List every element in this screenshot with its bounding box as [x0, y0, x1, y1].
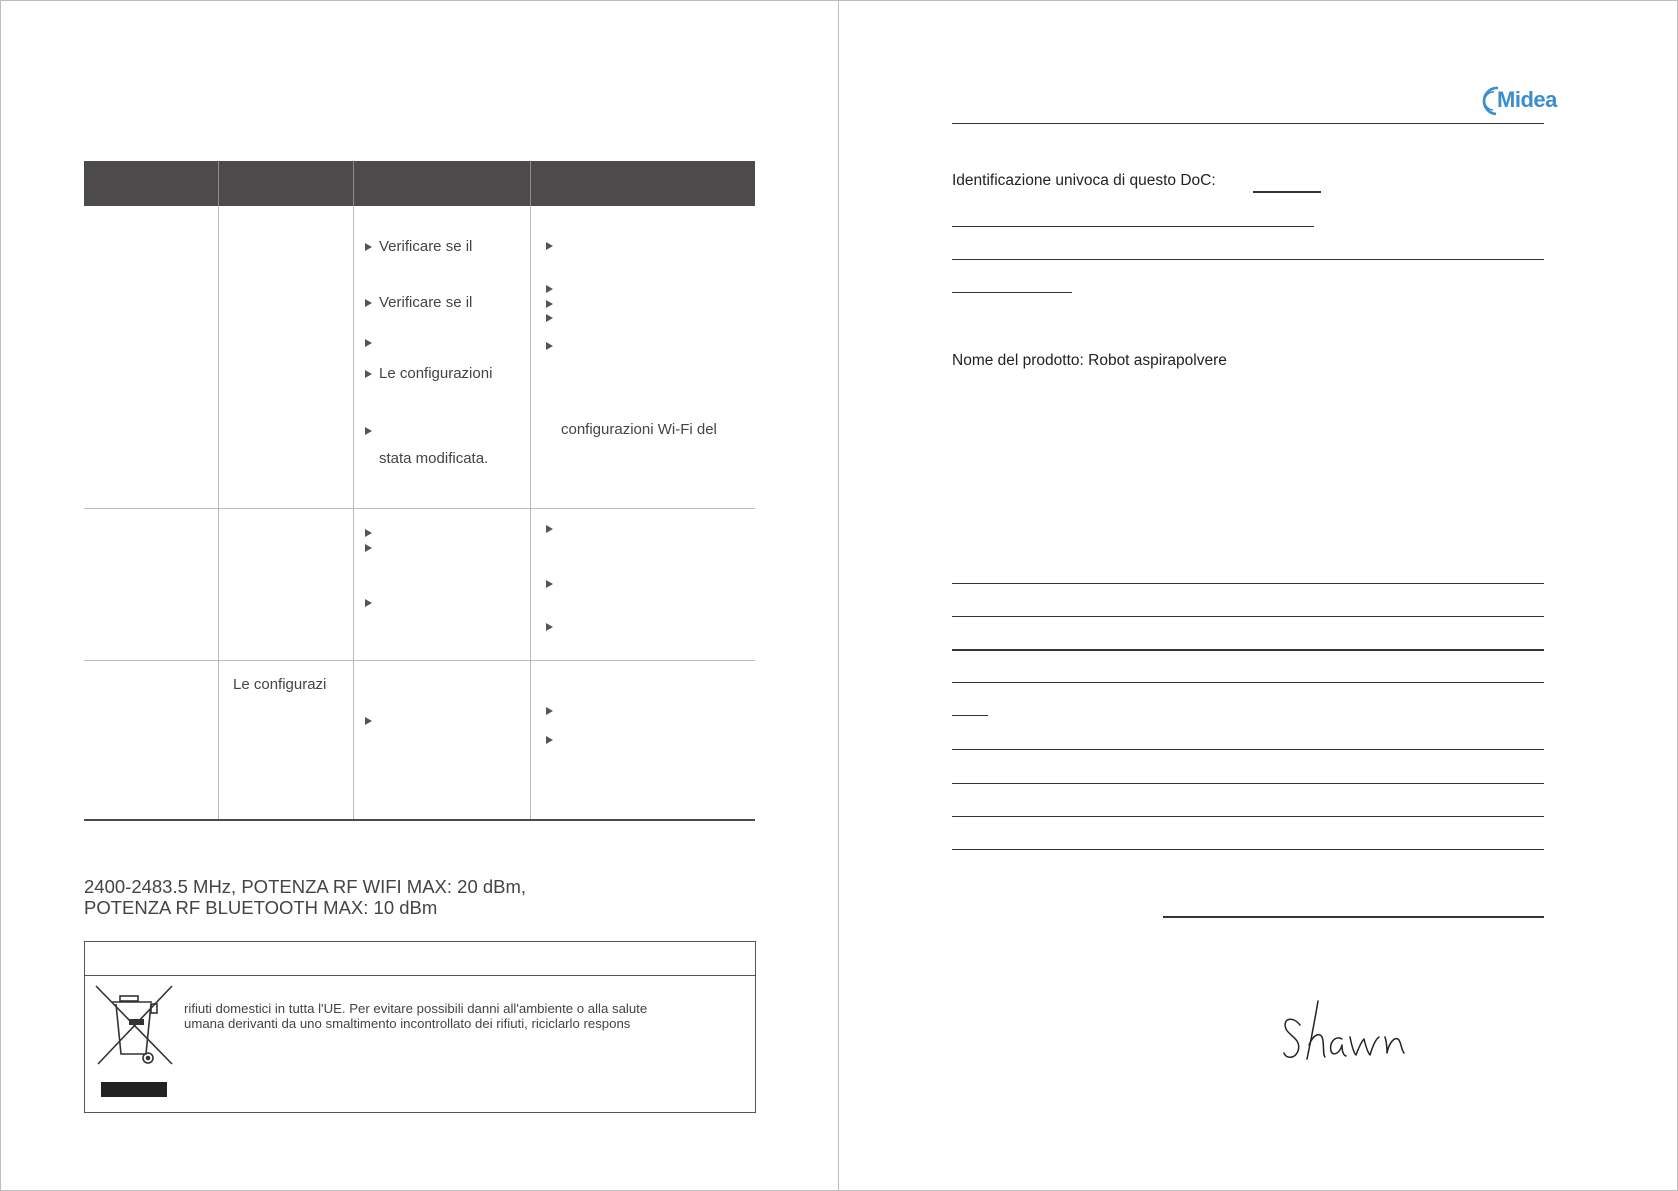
form-rule — [952, 292, 1072, 293]
bullet-triangle-icon — [546, 300, 553, 308]
weee-text — [184, 1002, 647, 1031]
table-header — [84, 161, 755, 206]
bullet-triangle-icon — [546, 580, 553, 588]
frequency-line: POTENZA RF BLUETOOTH MAX: 10 dBm — [84, 897, 438, 918]
doc-id-label: Identificazione univoca di questo DoC: — [952, 172, 1216, 189]
row-divider — [84, 660, 755, 661]
bullet-triangle-icon — [546, 314, 553, 322]
header-divider — [218, 161, 219, 206]
form-rule — [952, 259, 1544, 260]
form-rule — [952, 682, 1544, 683]
form-rule — [952, 583, 1544, 584]
form-rule — [952, 616, 1544, 617]
form-rule — [952, 816, 1544, 817]
header-rule — [952, 123, 1544, 124]
weee-black-bar — [101, 1082, 167, 1097]
table-cell-text: Le configurazioni — [379, 365, 493, 382]
header-divider — [353, 161, 354, 206]
doc-id-blank — [1253, 191, 1321, 193]
bullet-triangle-icon — [365, 529, 372, 537]
table-cell-text: Verificare se il — [379, 238, 473, 255]
form-rule — [952, 226, 1314, 227]
crossed-out-wheelie-bin-icon — [94, 984, 176, 1068]
form-rule — [952, 649, 1544, 651]
bullet-triangle-icon — [546, 285, 553, 293]
troubleshooting-table — [84, 161, 755, 820]
table-cell-text: Verificare se il — [379, 294, 473, 311]
form-rule — [952, 749, 1544, 750]
weee-disposal-box — [84, 941, 756, 1113]
form-rule — [952, 849, 1544, 850]
bullet-triangle-icon — [365, 339, 372, 347]
bullet-triangle-icon — [365, 243, 372, 251]
column-divider — [530, 161, 531, 820]
table-cell-text: configurazioni Wi-Fi del — [561, 421, 717, 438]
row-divider — [84, 508, 755, 509]
bullet-triangle-icon — [546, 342, 553, 350]
bullet-triangle-icon — [546, 623, 553, 631]
bullet-triangle-icon — [365, 427, 372, 435]
bullet-triangle-icon — [365, 299, 372, 307]
column-divider — [218, 161, 219, 820]
product-name: Nome del prodotto: Robot aspirapolvere — [952, 352, 1227, 369]
column-divider — [353, 161, 354, 820]
bullet-triangle-icon — [546, 736, 553, 744]
header-divider — [530, 161, 531, 206]
bullet-triangle-icon — [546, 707, 553, 715]
page-divider — [838, 0, 839, 1191]
handwritten-signature — [1280, 995, 1440, 1070]
bullet-triangle-icon — [546, 525, 553, 533]
radio-frequency-spec — [84, 876, 526, 918]
table-bottom-rule — [84, 819, 755, 821]
table-cell-text: Le configurazi — [233, 676, 327, 693]
signature-line — [1163, 916, 1544, 918]
bullet-triangle-icon — [365, 544, 372, 552]
bullet-triangle-icon — [365, 599, 372, 607]
frequency-line: 2400-2483.5 MHz, POTENZA RF WIFI MAX: 20 dBm, — [84, 876, 527, 897]
table-cell-text: stata modificata. — [379, 450, 489, 467]
weee-text-line: rifiuti domestici in tutta l'UE. Per evitare possibili danni all'ambiente o alla salute — [184, 1001, 648, 1016]
midea-logo-text: Midea — [1497, 87, 1557, 112]
weee-text-line: umana derivanti da uno smaltimento incontrollato dei rifiuti, riciclarlo respons — [184, 1015, 631, 1031]
form-rule — [952, 715, 988, 716]
bullet-triangle-icon — [546, 242, 553, 250]
weee-box-header — [85, 942, 755, 976]
form-rule — [952, 783, 1544, 784]
bullet-triangle-icon — [365, 717, 372, 725]
bullet-triangle-icon — [365, 370, 372, 378]
